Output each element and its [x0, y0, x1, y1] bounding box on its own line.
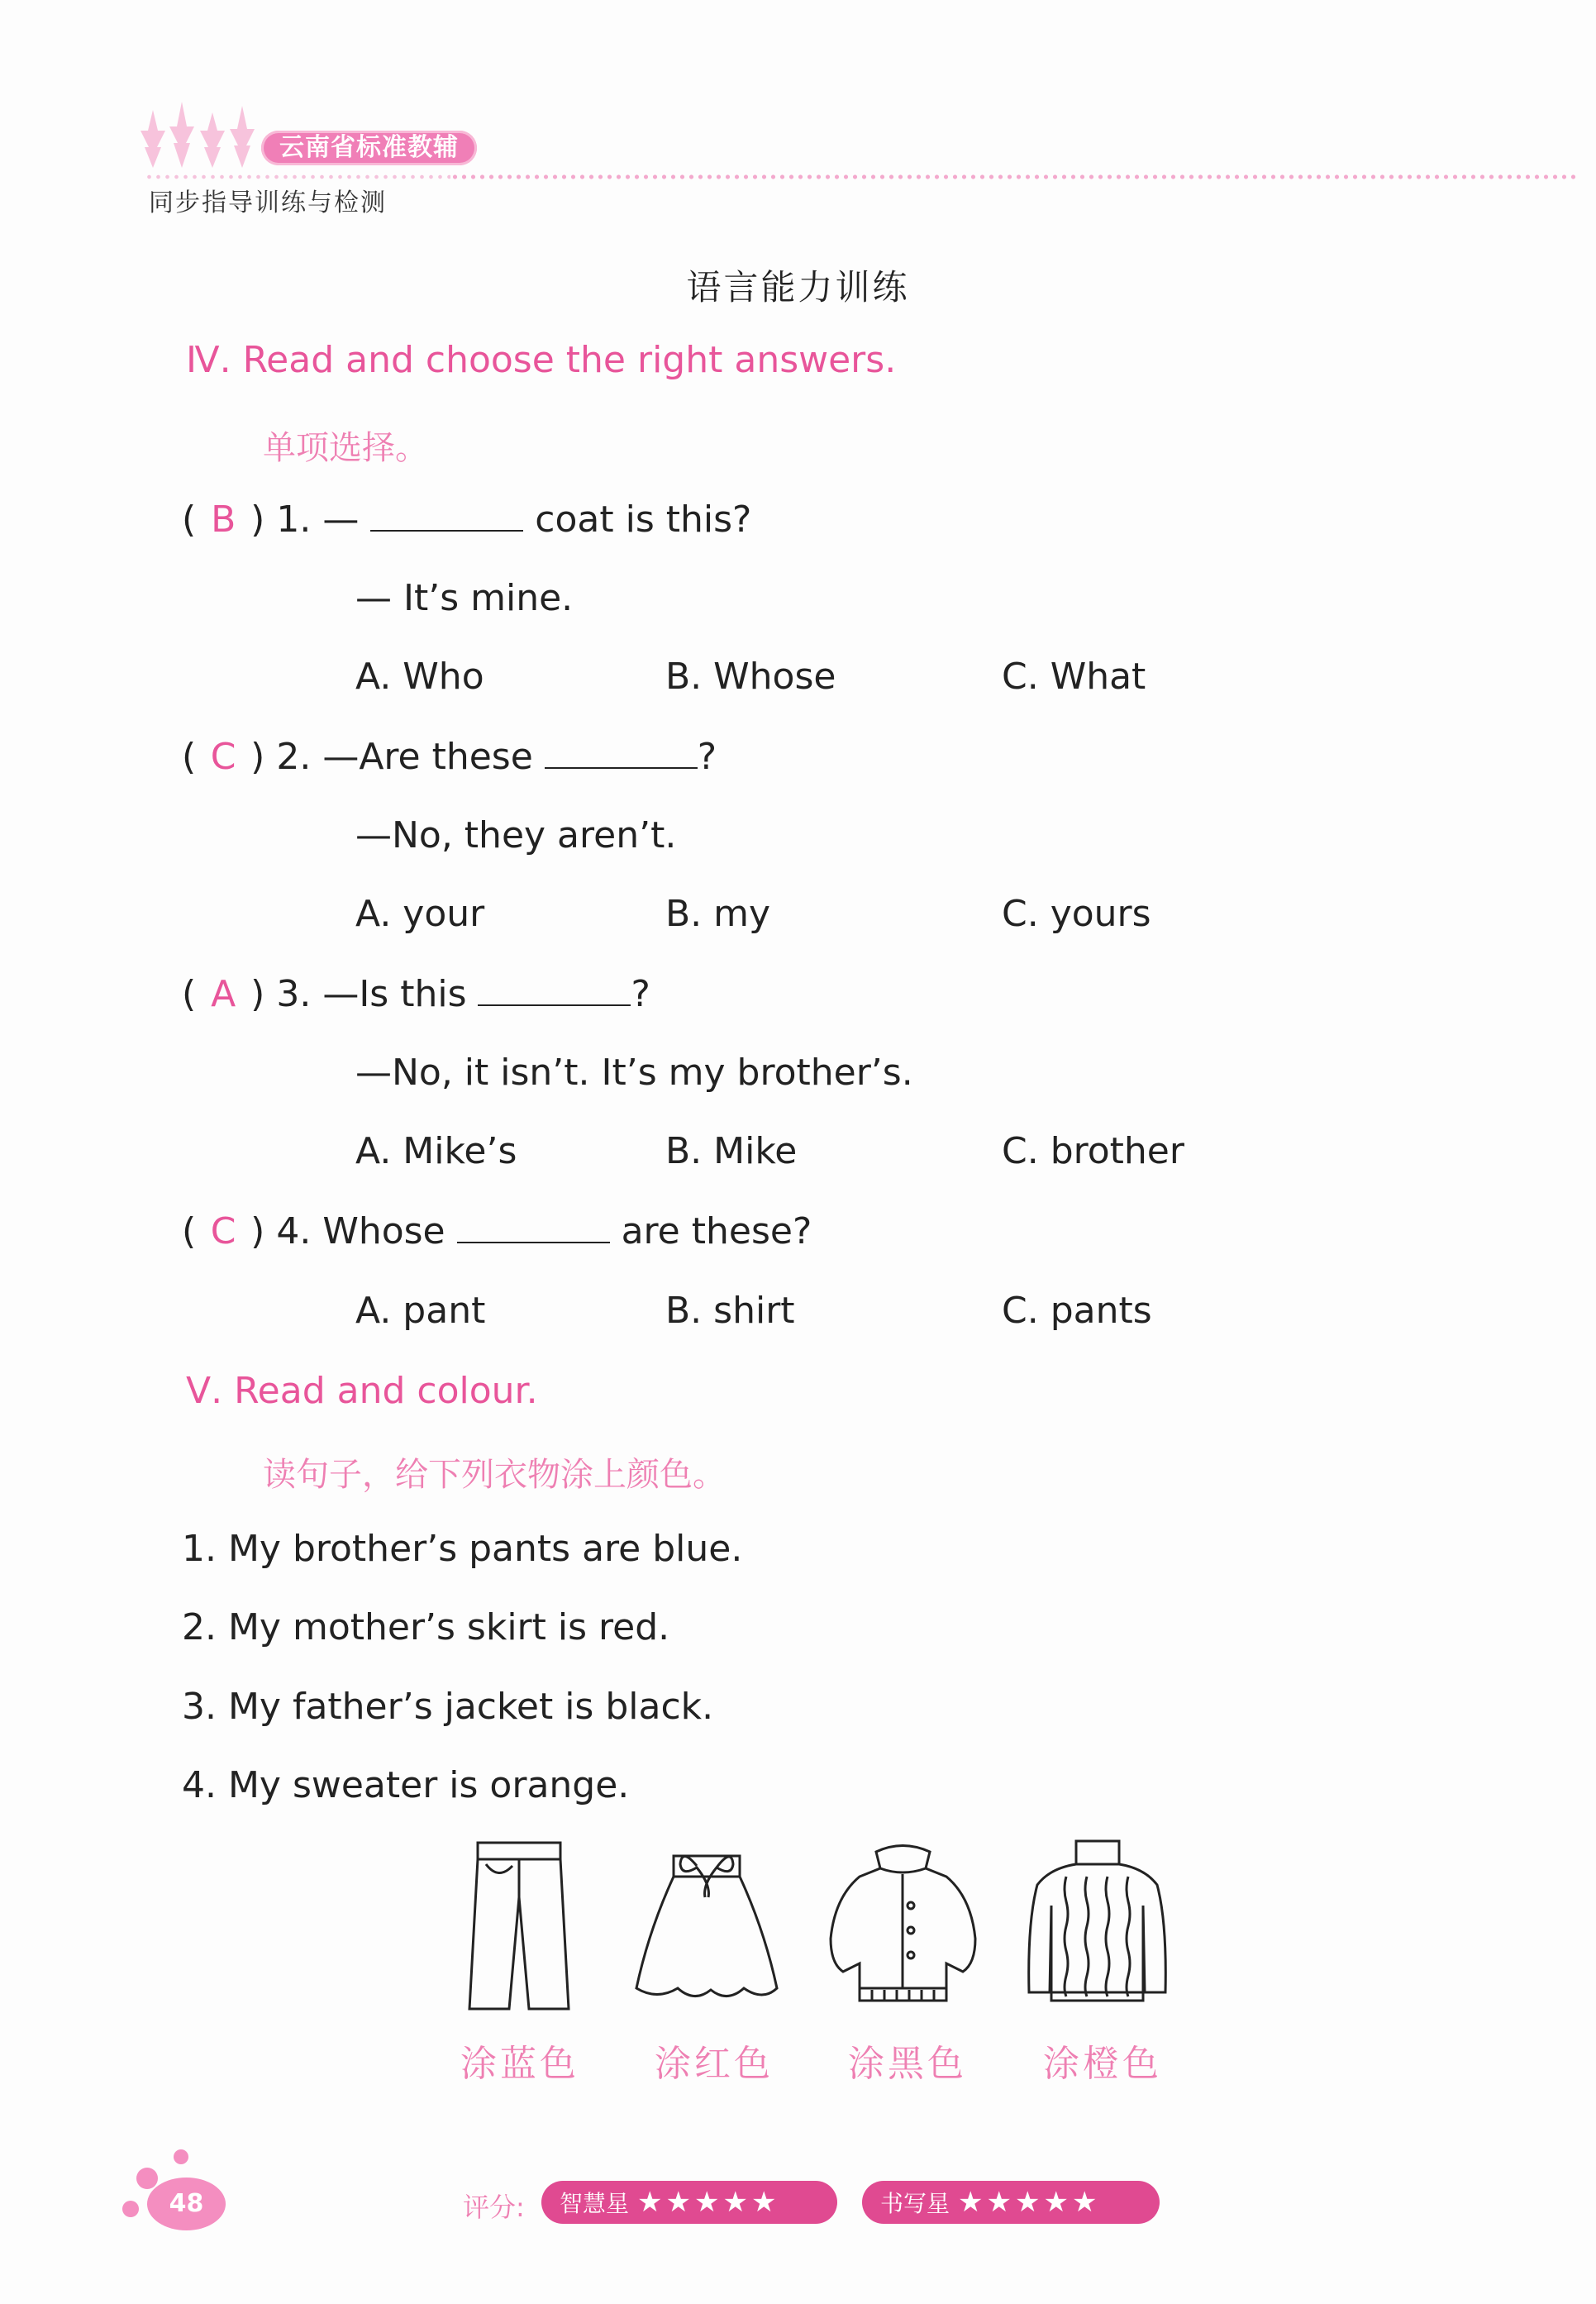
question-1-reply: — It’s mine. — [355, 577, 574, 619]
answer-blank — [478, 975, 631, 1006]
question-3-reply: —No, it isn’t. It’s my brother’s. — [355, 1052, 913, 1094]
option-a: A. Mike’s — [355, 1130, 517, 1172]
question-text: —Is this — [322, 973, 479, 1015]
answer-2: C — [210, 736, 236, 778]
question-text: Whose — [322, 1210, 457, 1252]
section-5-subheading: 读句子，给下列衣物涂上颜色。 — [263, 1456, 726, 1494]
page-number: 48 — [169, 2189, 204, 2218]
question-text: —Are these — [322, 736, 545, 778]
sentence-4: 4. My sweater is orange. — [182, 1764, 630, 1806]
score-label: 评分: — [463, 2192, 525, 2223]
caption-pants: 涂蓝色 — [460, 2043, 579, 2085]
question-text: coat is this? — [523, 498, 752, 541]
star-icon: ★★★★★ — [637, 2186, 780, 2219]
decorative-dot-icon — [122, 2201, 139, 2217]
question-number: 3. — [276, 973, 312, 1015]
caption-sweater: 涂橙色 — [1043, 2043, 1162, 2085]
answer-blank — [370, 500, 523, 532]
option-b: B. Mike — [665, 1130, 798, 1172]
section-5-heading: Ⅴ. Read and colour. — [186, 1370, 538, 1412]
section-4-heading: Ⅳ. Read and choose the right answers. — [186, 339, 897, 381]
page-title: 语言能力训练 — [686, 267, 910, 308]
header-dotted-line — [450, 174, 1579, 180]
rating-wisdom — [541, 2181, 837, 2224]
jacket-icon — [827, 1839, 979, 2005]
question-text: are these? — [609, 1210, 812, 1252]
option-b: B. shirt — [665, 1290, 795, 1332]
option-c: C. pants — [1002, 1290, 1152, 1332]
sentence-3: 3. My father’s jacket is black. — [182, 1686, 714, 1728]
question-number: 4. — [276, 1210, 312, 1252]
option-c: C. What — [1002, 656, 1146, 698]
question-4-line1: ( C ) 4. Whose are these? — [182, 1210, 812, 1252]
option-a: A. Who — [355, 656, 484, 698]
question-text: ? — [697, 736, 717, 778]
series-badge: 云南省标准教辅 — [261, 131, 477, 165]
sentence-2: 2. My mother’s skirt is red. — [182, 1606, 670, 1648]
decorative-dot-icon — [174, 2149, 188, 2164]
caption-jacket: 涂黑色 — [848, 2043, 967, 2085]
book-subtitle: 同步指导训练与检测 — [149, 188, 387, 217]
rating-wisdom-label: 智慧星 — [560, 2190, 630, 2217]
sweater-icon — [1025, 1839, 1170, 2013]
question-text: ? — [631, 973, 650, 1015]
question-2-line1: ( C ) 2. —Are these ? — [182, 736, 717, 778]
pants-icon — [461, 1839, 577, 2013]
answer-blank — [545, 737, 698, 769]
rating-writing-label: 书写星 — [880, 2190, 950, 2217]
answer-4: C — [210, 1210, 236, 1252]
question-2-reply: —No, they aren’t. — [355, 814, 677, 856]
option-b: B. my — [665, 893, 771, 935]
skirt-icon — [632, 1839, 781, 2013]
answer-blank — [457, 1212, 610, 1243]
star-icon: ★★★★★ — [958, 2186, 1101, 2219]
sentence-1: 1. My brother’s pants are blue. — [182, 1528, 743, 1570]
question-1-line1: ( B ) 1. — coat is this? — [182, 498, 752, 541]
question-3-line1: ( A ) 3. —Is this ? — [182, 973, 650, 1015]
trees-decoration-icon — [136, 98, 269, 172]
question-number: 2. — [276, 736, 312, 778]
header-dotted-line-left — [145, 174, 450, 180]
option-a: A. pant — [355, 1290, 486, 1332]
answer-3: A — [211, 973, 236, 1015]
question-text: — — [322, 498, 371, 541]
section-4-subheading: 单项选择。 — [263, 429, 428, 467]
answer-1: B — [211, 498, 236, 541]
caption-skirt: 涂红色 — [655, 2043, 774, 2085]
option-a: A. your — [355, 893, 485, 935]
option-c: C. yours — [1002, 893, 1151, 935]
rating-writing — [862, 2181, 1160, 2224]
option-c: C. brother — [1002, 1130, 1184, 1172]
option-b: B. Whose — [665, 656, 836, 698]
question-number: 1. — [276, 498, 312, 541]
